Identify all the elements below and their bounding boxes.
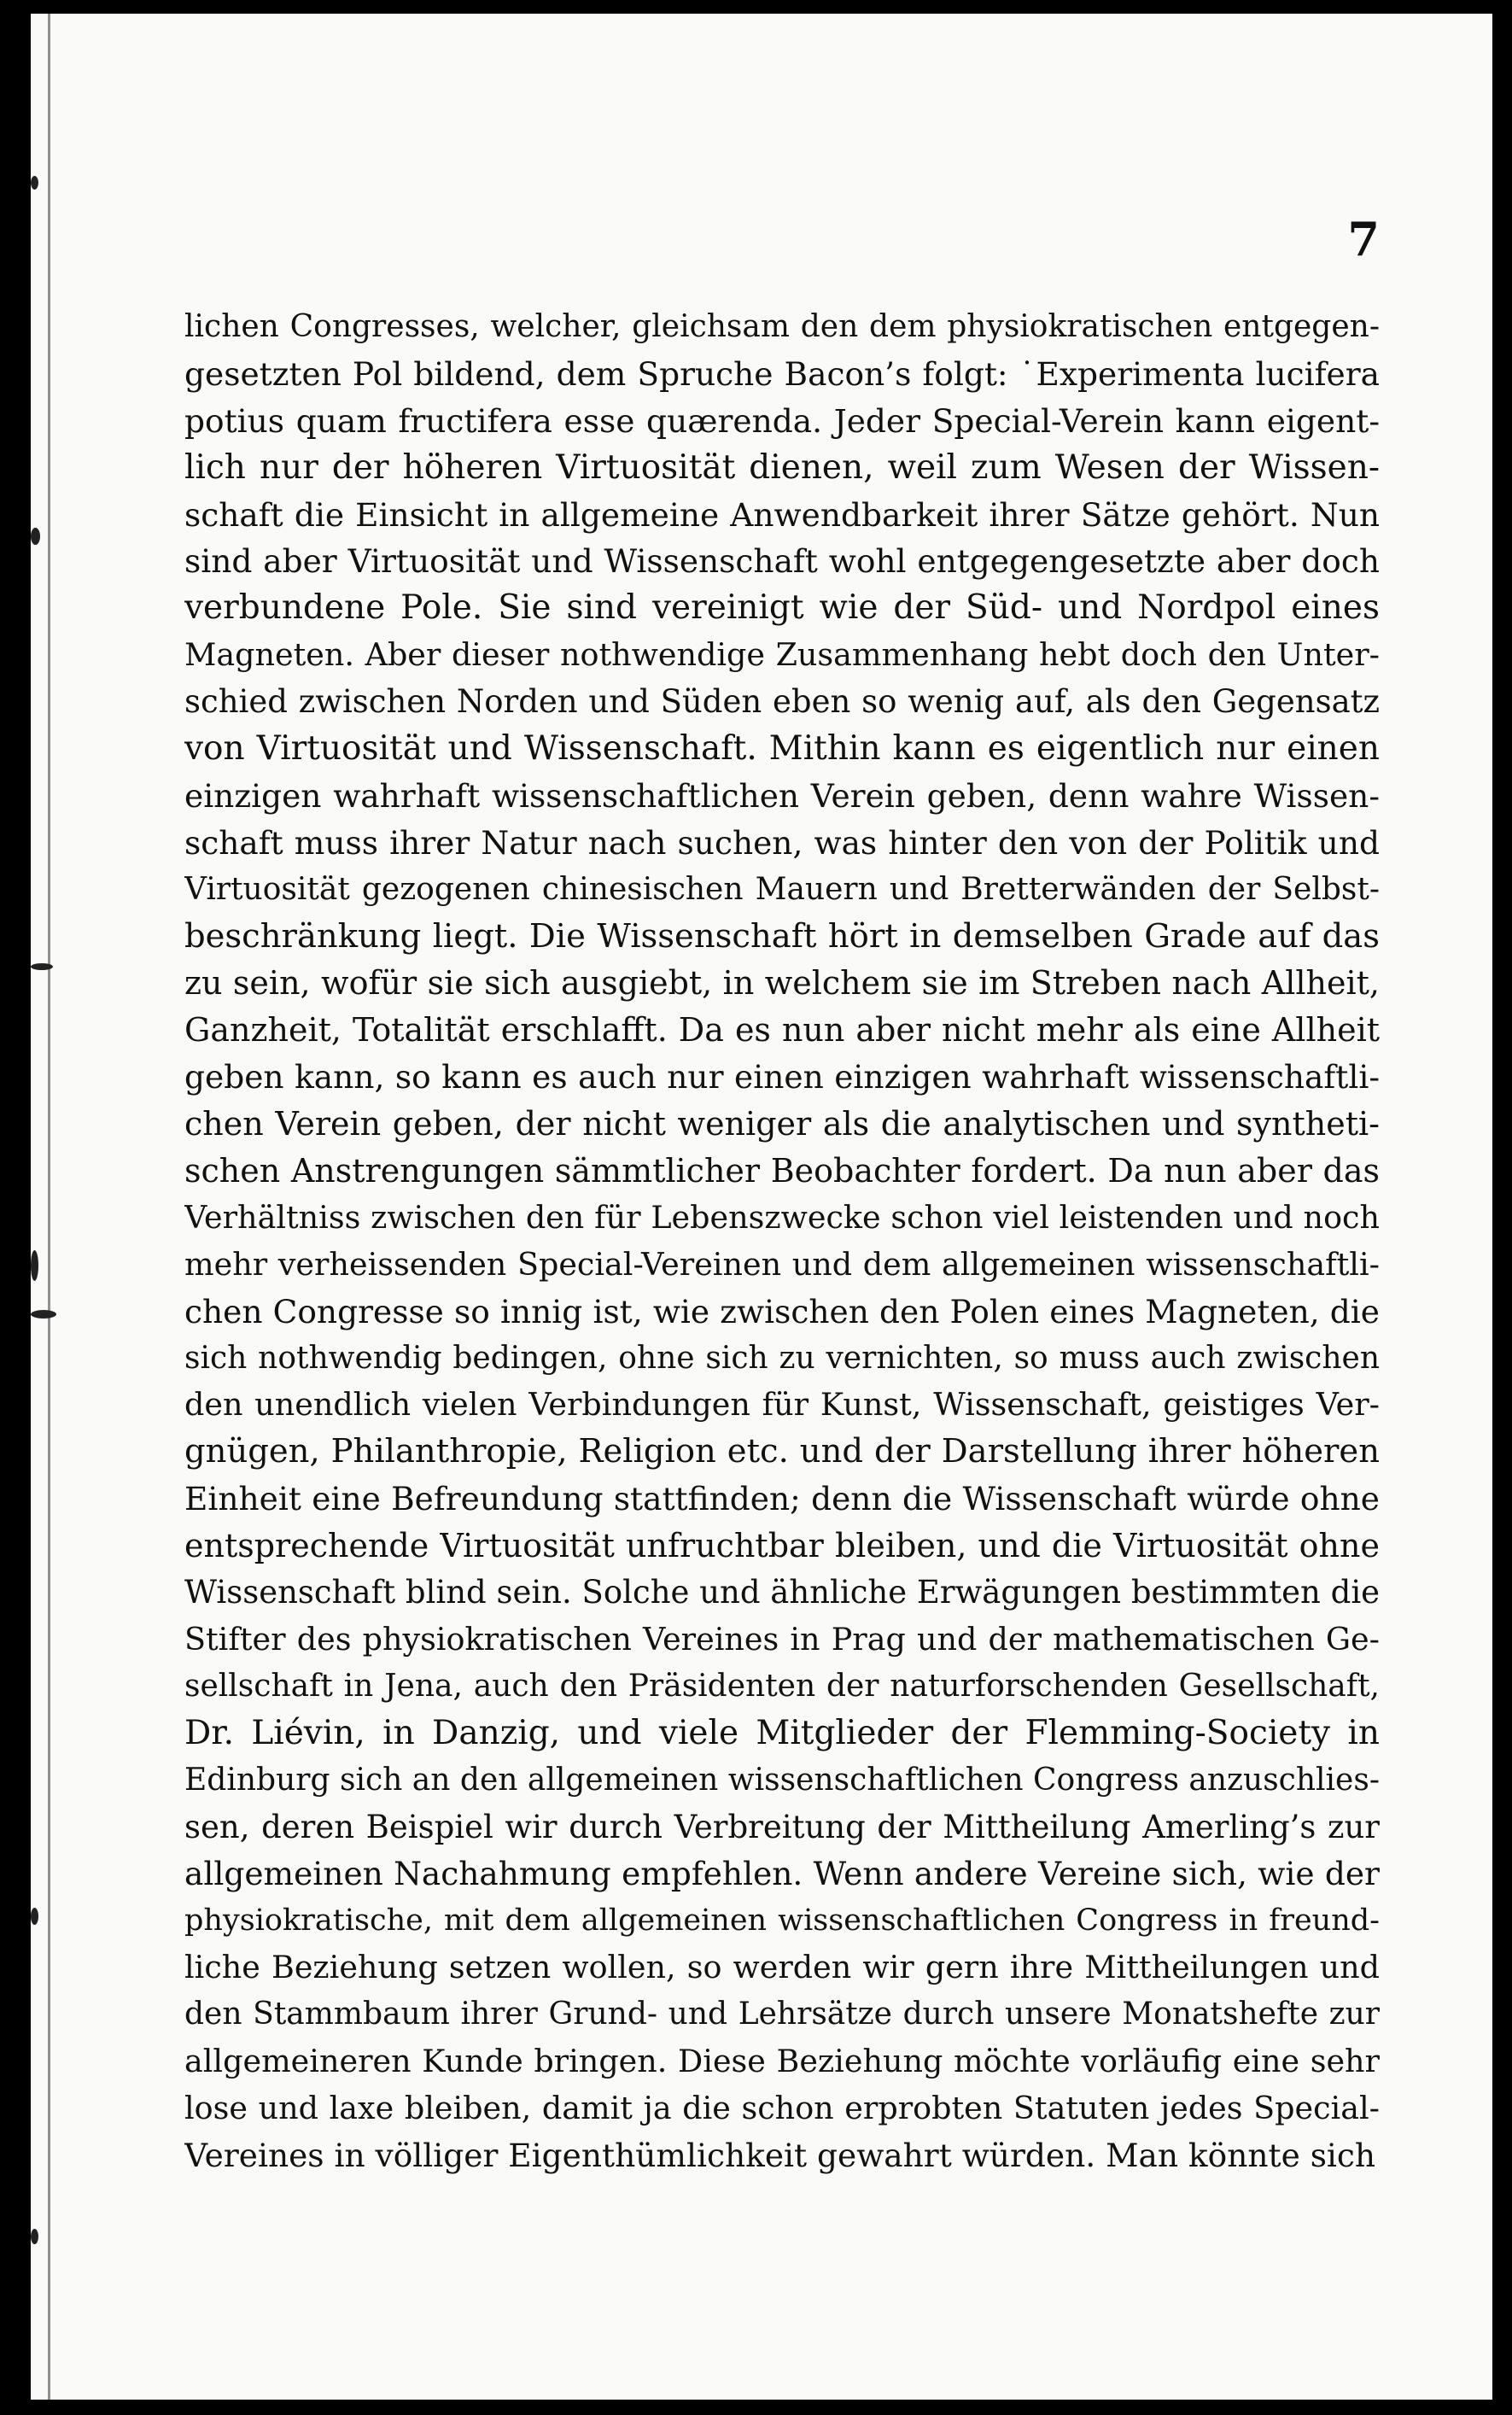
text-line: beschränkung liegt. Die Wissenschaft hört in demselben Grade auf das xyxy=(184,916,1380,956)
binding-edge xyxy=(48,14,50,2400)
text-line: Virtuosität gezogenen chinesischen Mauern und Bretterwänden der Selbst- xyxy=(184,871,1380,907)
text-line: potius quam fructifera esse quærenda. Jeder Special-Verein kann eigent- xyxy=(184,401,1380,440)
text-line: geben kann, so kann es auch nur einen einzigen wahrhaft wissenschaftli- xyxy=(184,1058,1380,1096)
print-speck xyxy=(31,1310,56,1319)
text-line: schen Anstrengungen sämmtlicher Beobachter fordert. Da nun aber das xyxy=(184,1152,1380,1190)
text-line: Stifter des physiokratischen Vereines in Prag und der mathematischen Ge- xyxy=(184,1620,1380,1658)
text-line: zu sein, wofür sie sich ausgiebt, in welchem sie im Streben nach Allheit, xyxy=(184,964,1380,1003)
text-line: chen Congresse so innig ist, wie zwischen den Polen eines Magneten, die xyxy=(184,1292,1380,1330)
text-line: sind aber Virtuosität und Wissenschaft wohl entgegengesetzte aber doch xyxy=(184,542,1380,581)
text-line: schaft die Einsicht in allgemeine Anwendbarkeit ihrer Sätze gehört. Nun xyxy=(184,495,1380,534)
text-line: entsprechende Virtuosität unfruchtbar bleiben, und die Virtuosität ohne xyxy=(184,1527,1380,1565)
print-speck xyxy=(31,528,40,545)
text-line: chen Verein geben, der nicht weniger als die analytischen und syntheti- xyxy=(184,1105,1380,1143)
text-line: schied zwischen Norden und Süden eben so wenig auf, als den Gegensatz xyxy=(184,683,1380,721)
text-line: Ganzheit, Totalität erschlafft. Da es nun aber nicht mehr als eine Allheit xyxy=(184,1011,1380,1050)
print-speck xyxy=(31,2229,38,2244)
text-line: gesetzten Pol bildend, dem Spruche Bacon’s folgt: ˙Experimenta lucifera xyxy=(184,354,1380,393)
book-page xyxy=(31,14,1492,2400)
print-speck xyxy=(31,963,53,970)
text-line: physiokratische, mit dem allgemeinen wissenschaftlichen Congress in freund- xyxy=(184,1903,1380,1938)
text-line: Dr. Liévin, in Danzig, und viele Mitglieder der Flemming-Society in xyxy=(184,1713,1380,1752)
text-line: Magneten. Aber dieser nothwendige Zusammenhang hebt doch den Unter- xyxy=(184,636,1380,674)
text-line: von Virtuosität und Wissenschaft. Mithin kann es eigentlich nur einen xyxy=(184,729,1380,769)
text-line: Wissenschaft blind sein. Solche und ähnliche Erwägungen bestimmten die xyxy=(184,1574,1380,1611)
page-number: 7 xyxy=(1347,212,1380,266)
text-line: Einheit eine Befreundung stattfinden; denn die Wissenschaft würde ohne xyxy=(184,1480,1380,1518)
print-speck xyxy=(31,1908,38,1925)
text-line: einzigen wahrhaft wissenschaftlichen Verein geben, denn wahre Wissen- xyxy=(184,776,1380,815)
text-line: Edinburg sich an den allgemeinen wissenschaftlichen Congress anzuschlies- xyxy=(184,1762,1380,1798)
text-line: Vereines in völliger Eigenthümlichkeit gewahrt würden. Man könnte sich xyxy=(184,2136,1376,2174)
text-line: sen, deren Beispiel wir durch Verbreitung der Mittheilung Amerling’s zur xyxy=(184,1808,1380,1845)
text-line: sich nothwendig bedingen, ohne sich zu vernichten, so muss auch zwischen xyxy=(184,1340,1380,1376)
body-text xyxy=(184,304,1380,2179)
text-line: verbundene Pole. Sie sind vereinigt wie der Süd- und Nordpol eines xyxy=(184,588,1380,628)
text-line: schaft muss ihrer Natur nach suchen, was hinter den von der Politik und xyxy=(184,823,1380,862)
text-line: allgemeinen Nachahmung empfehlen. Wenn andere Vereine sich, wie der xyxy=(184,1855,1380,1893)
text-line: Verhältniss zwischen den für Lebenszwecke schon viel leistenden und noch xyxy=(184,1198,1380,1236)
print-speck xyxy=(31,1250,38,1281)
print-speck xyxy=(31,176,38,190)
text-line: den Stammbaum ihrer Grund- und Lehrsätze durch unsere Monatshefte zur xyxy=(184,1997,1380,2032)
text-line: mehr verheissenden Special-Vereinen und dem allgemeinen wissenschaftli- xyxy=(184,1245,1380,1283)
text-line: den unendlich vielen Verbindungen für Kunst, Wissenschaft, geistiges Ver- xyxy=(184,1386,1380,1424)
text-line: liche Beziehung setzen wollen, so werden wir gern ihre Mittheilungen und xyxy=(184,1949,1380,1986)
text-line: lichen Congresses, welcher, gleichsam den dem physiokratischen entgegen- xyxy=(184,309,1380,344)
text-line: allgemeineren Kunde bringen. Diese Beziehung möchte vorläufig eine sehr xyxy=(184,2042,1380,2079)
text-line: gnügen, Philanthropie, Religion etc. und der Darstellung ihrer höheren xyxy=(184,1432,1380,1471)
text-line: sellschaft in Jena, auch den Präsidenten der naturforschenden Gesellschaft, xyxy=(184,1668,1380,1704)
text-line: lich nur der höheren Virtuosität dienen, weil zum Wesen der Wissen- xyxy=(184,447,1380,487)
text-line: lose und laxe bleiben, damit ja die schon erprobten Statuten jedes Special- xyxy=(184,2089,1380,2126)
